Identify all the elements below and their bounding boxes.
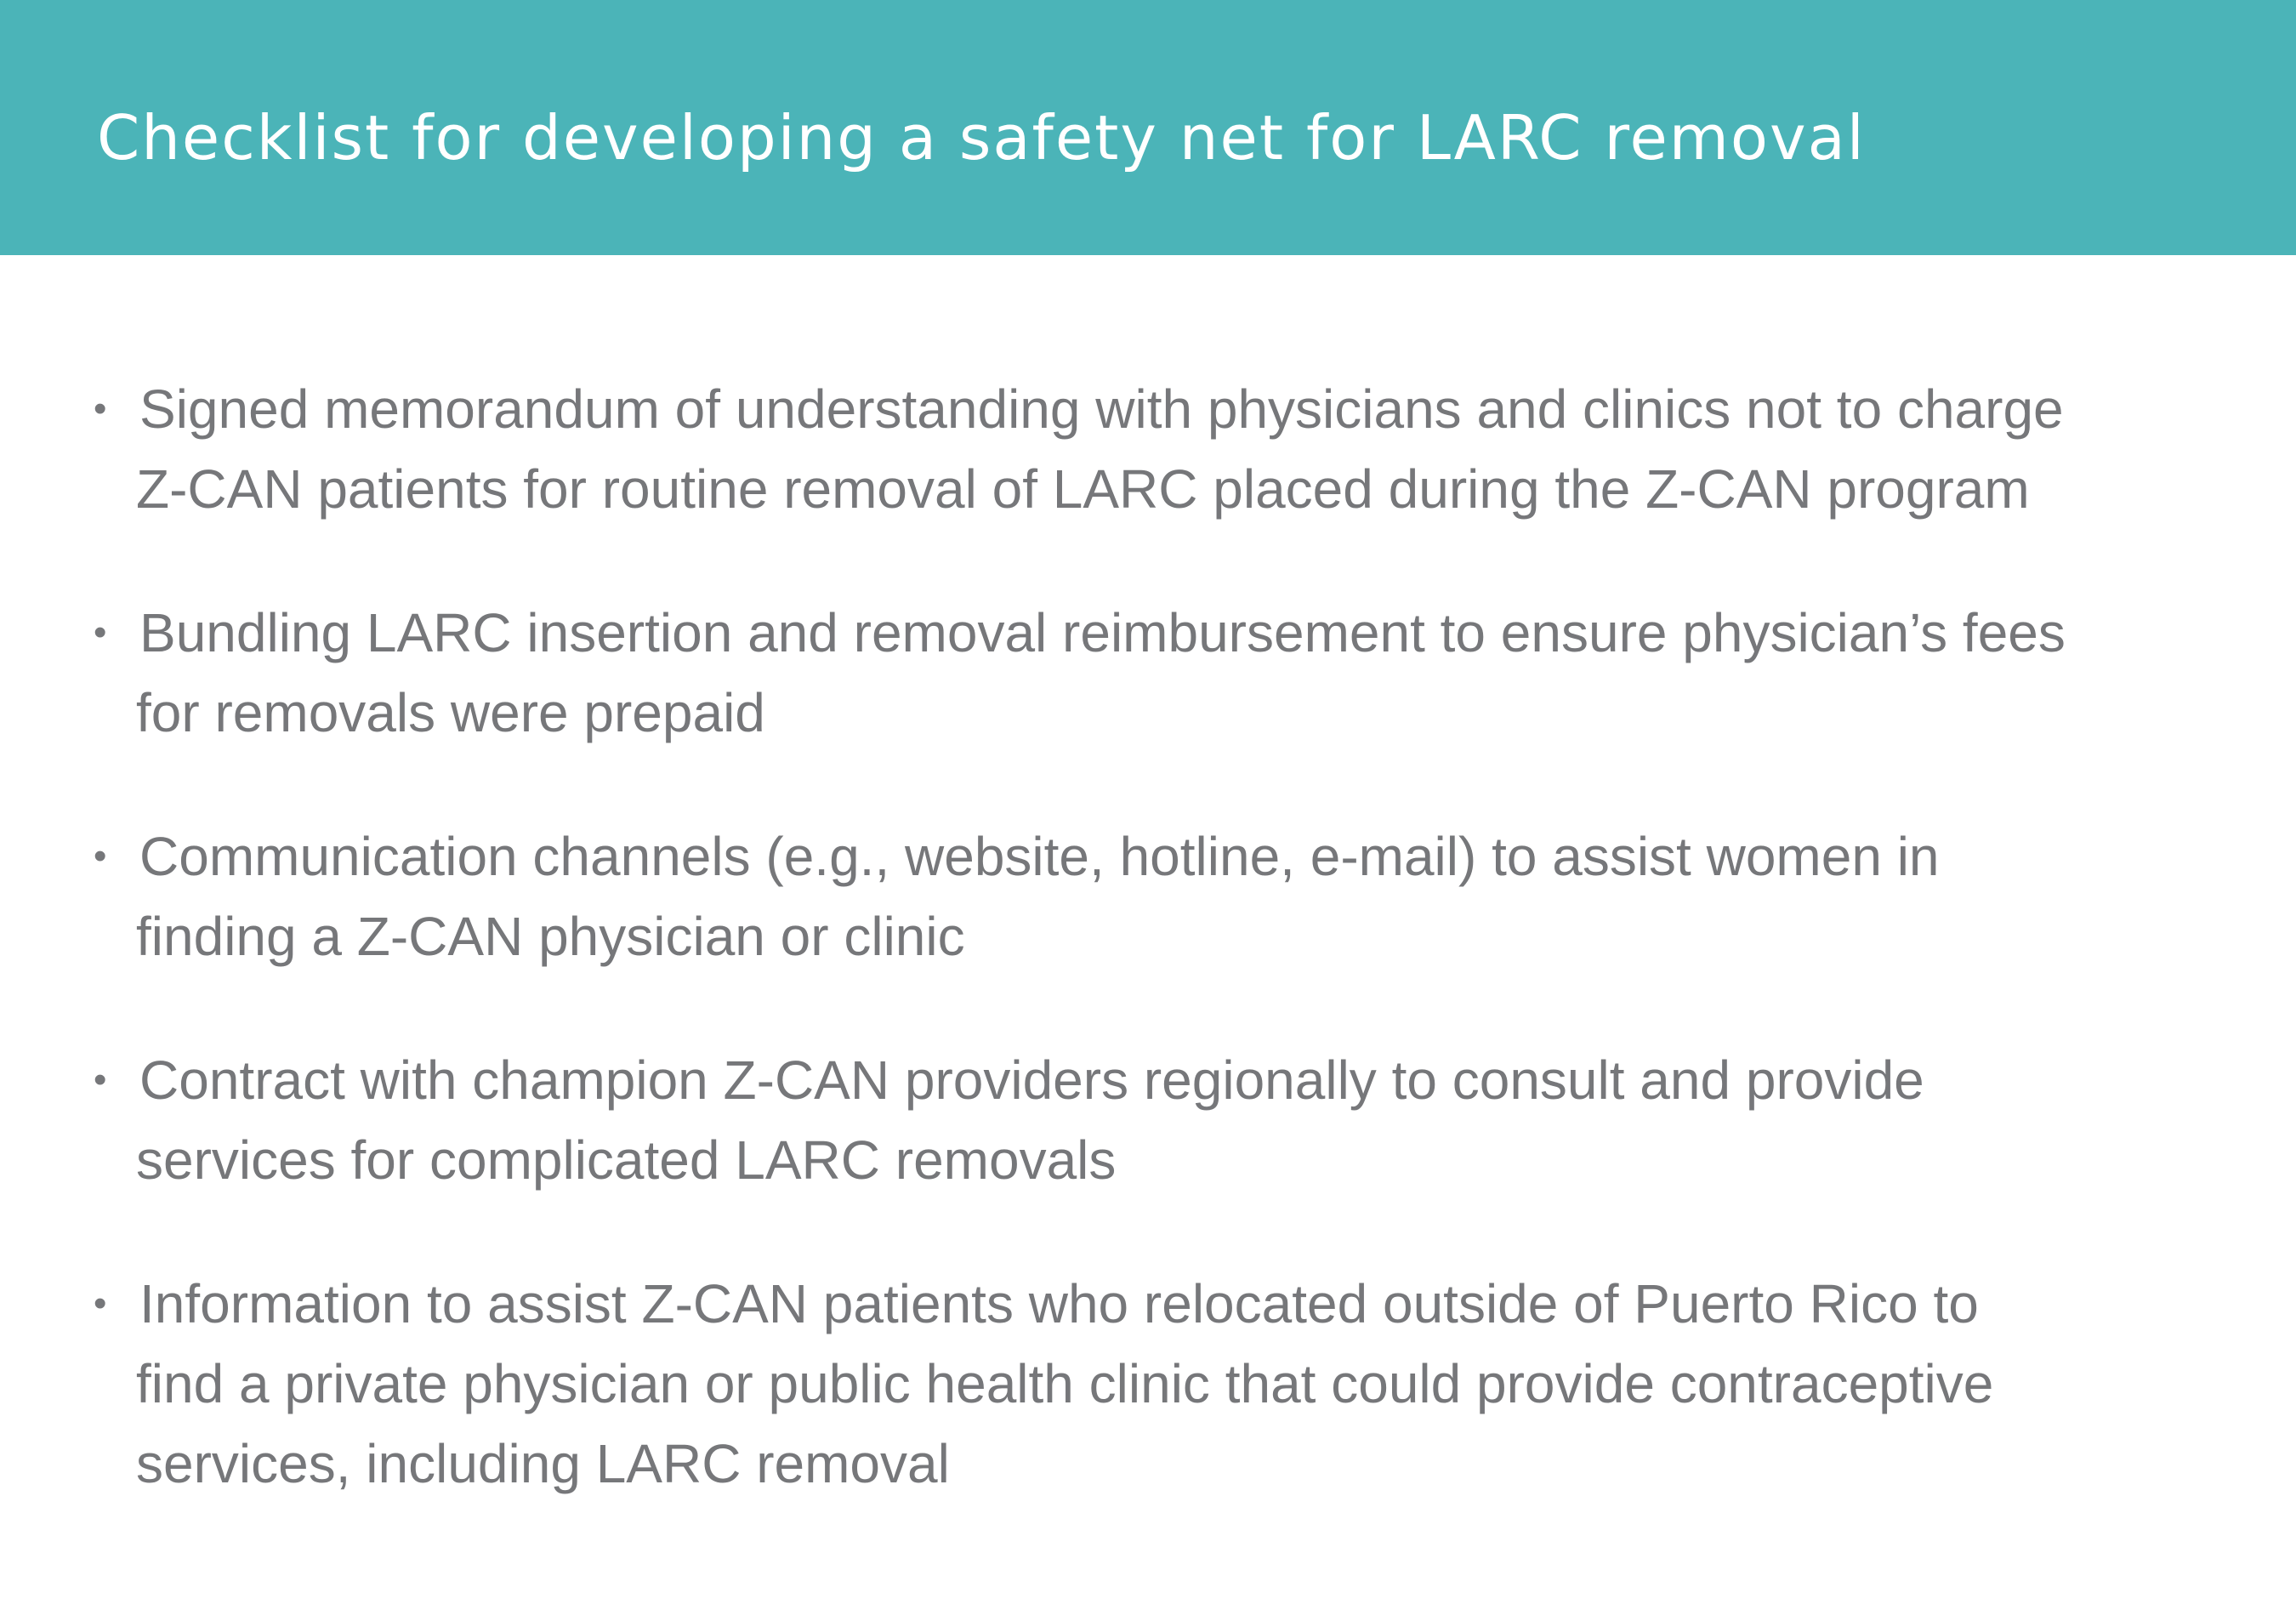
checklist-item-line: services, including LARC removal — [136, 1433, 950, 1494]
checklist-item-line: find a private physician or public health clinic that could provide contraceptive — [136, 1353, 1994, 1414]
bullet-icon: • — [94, 388, 107, 429]
checklist-item — [94, 816, 2236, 976]
bullet-icon: • — [94, 835, 107, 877]
checklist-item — [94, 593, 2236, 753]
checklist-item-line: Z-CAN patients for routine removal of LARC placed during the Z-CAN program — [136, 458, 2030, 520]
checklist-item-line: Information to assist Z-CAN patients who relocated outside of Puerto Rico to — [139, 1273, 1979, 1334]
checklist-item-line: Contract with champion Z-CAN providers regionally to consult and provide — [139, 1049, 1924, 1111]
header-banner — [0, 0, 2296, 255]
checklist-item-line: Signed memorandum of understanding with physicians and clinics not to charge — [139, 378, 2064, 440]
bullet-icon: • — [94, 611, 107, 653]
checklist-item-line: services for complicated LARC removals — [136, 1129, 1117, 1191]
checklist-item — [94, 1264, 2236, 1504]
checklist-item-line: finding a Z-CAN physician or clinic — [136, 906, 965, 967]
page-title: Checklist for developing a safety net for LARC removal — [97, 102, 1866, 173]
bullet-icon: • — [94, 1283, 107, 1324]
checklist-item — [94, 1040, 2236, 1200]
checklist-item — [94, 369, 2236, 529]
bullet-icon: • — [94, 1059, 107, 1101]
checklist-item-line: Bundling LARC insertion and removal reimbursement to ensure physician’s fees — [139, 602, 2066, 663]
checklist-item-line: Communication channels (e.g., website, hotline, e-mail) to assist women in — [139, 826, 1940, 887]
checklist-item-line: for removals were prepaid — [136, 682, 765, 743]
